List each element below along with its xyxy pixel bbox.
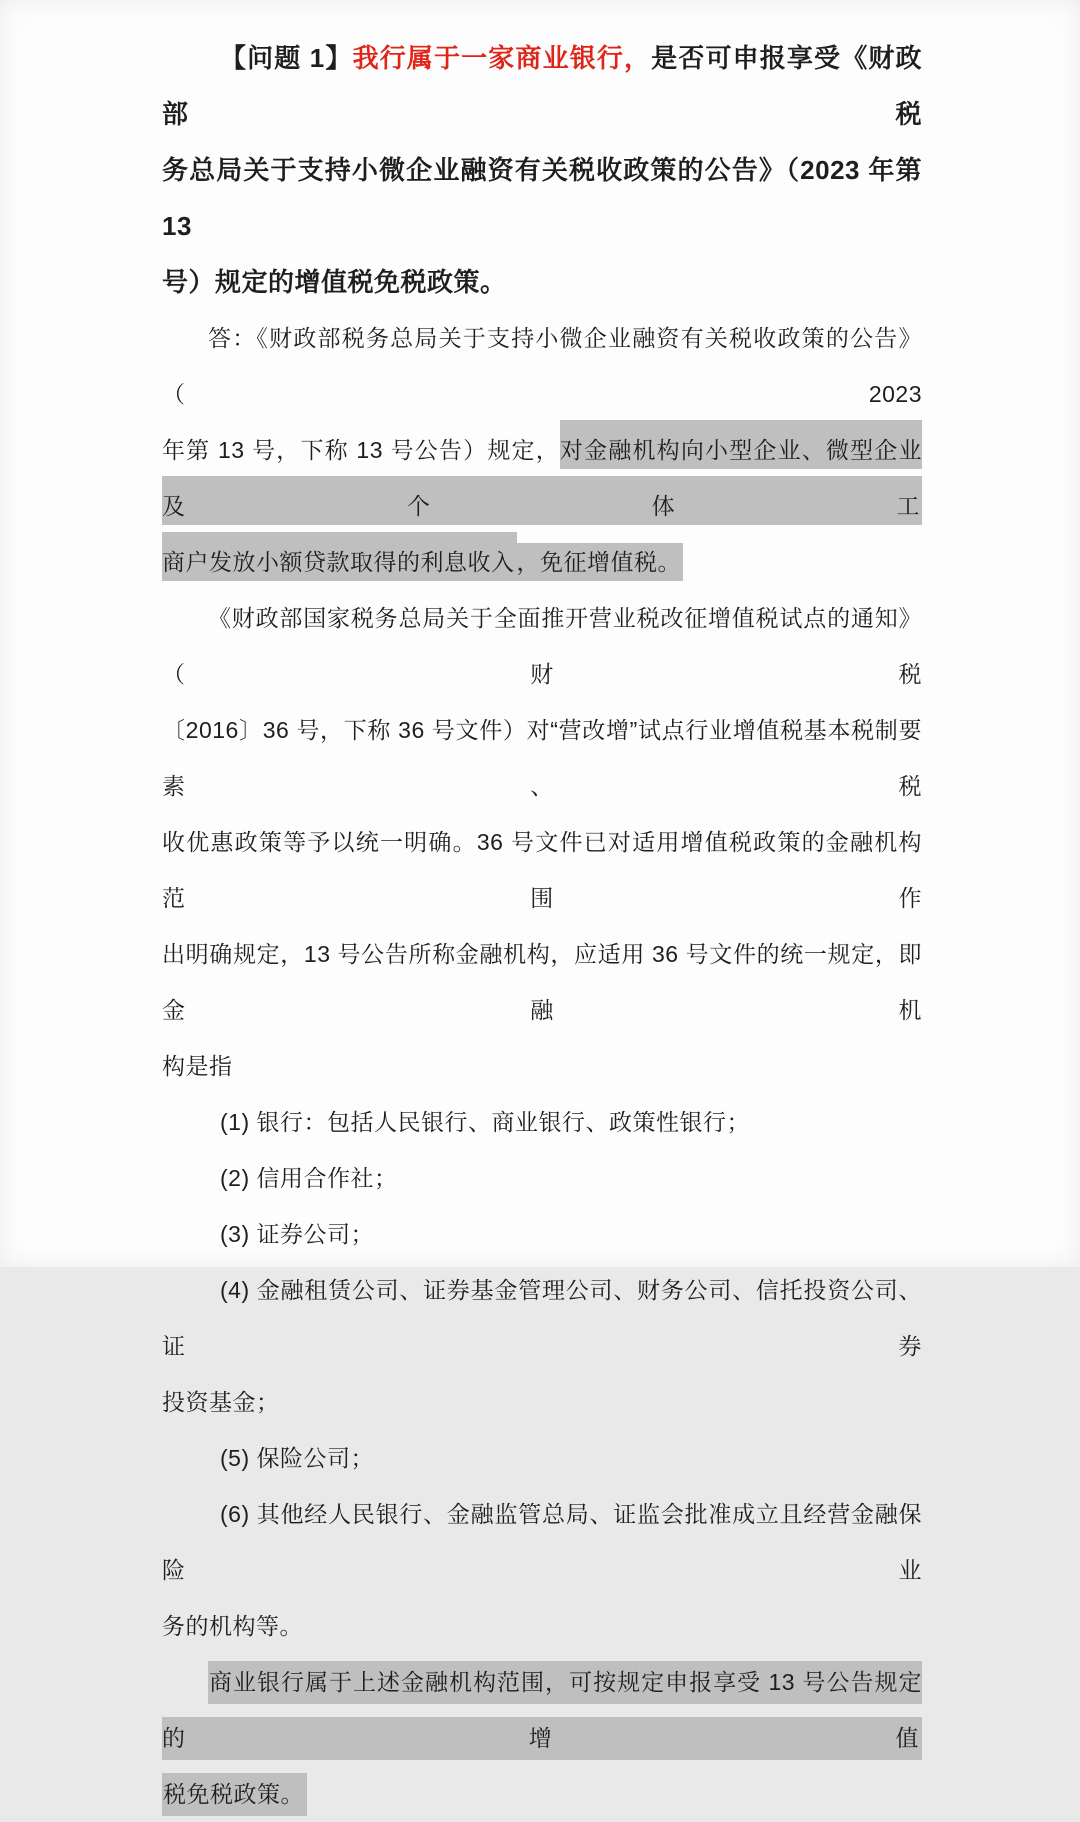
text-line	[162, 702, 922, 814]
text-line	[162, 254, 922, 310]
list-item-5	[162, 1430, 922, 1486]
text-run: 构是指	[162, 1053, 233, 1079]
text-run: (6) 其他经人民银行、金融监管总局、证监会批准成立且经营金融保险业	[162, 1501, 922, 1583]
text-line	[162, 1038, 922, 1094]
highlighted-text: ，免征增值税。	[517, 543, 684, 581]
highlighted-text: 对金融机构向小型企业、微型企业及个体工	[162, 420, 922, 525]
text-line	[162, 1598, 922, 1654]
text-line	[162, 1374, 922, 1430]
list-item-3	[162, 1206, 922, 1262]
text-line	[162, 30, 922, 142]
text-line	[162, 1150, 922, 1206]
text-run: 务总局关于支持小微企业融资有关税收政策的公告》（2023 年第 13	[162, 155, 922, 241]
question-title	[162, 30, 922, 310]
text-line	[162, 1262, 922, 1374]
text-run: (1) 银行：包括人民银行、商业银行、政策性银行；	[220, 1109, 750, 1135]
text-line	[162, 1206, 922, 1262]
circular-36-paragraph	[162, 590, 922, 1094]
text-run: 投资基金；	[162, 1389, 280, 1415]
text-run: 务的机构等。	[162, 1613, 303, 1639]
text-line	[162, 590, 922, 702]
highlighted-text: 商户发放小额贷款取得的利息收入	[162, 532, 517, 581]
list-item-1	[162, 1094, 922, 1150]
text-run: 【问题 1】	[220, 43, 353, 73]
text-line	[162, 1094, 922, 1150]
answer-paragraph	[162, 310, 922, 590]
text-line	[162, 1766, 922, 1822]
text-run: 收优惠政策等予以统一明确。36 号文件已对适用增值税政策的金融机构范围作	[162, 829, 922, 911]
highlighted-text: 税免税政策。	[162, 1773, 307, 1816]
text-line	[162, 142, 922, 254]
list-item-4	[162, 1262, 922, 1430]
text-line	[162, 814, 922, 926]
text-run: (2) 信用合作社；	[220, 1165, 398, 1191]
text-run: 出明确规定，13 号公告所称金融机构，应适用 36 号文件的统一规定，即金融机	[162, 941, 922, 1023]
text-line	[162, 422, 922, 534]
red-emphasis-text: 我行属于一家商业银行，	[352, 43, 652, 73]
text-run: (4) 金融租赁公司、证券基金管理公司、财务公司、信托投资公司、证券	[162, 1277, 922, 1359]
list-item-6	[162, 1486, 922, 1654]
text-line	[162, 310, 922, 422]
text-line	[162, 926, 922, 1038]
text-line	[162, 534, 922, 590]
list-item-2	[162, 1150, 922, 1206]
text-line	[162, 1486, 922, 1598]
text-run: (3) 证券公司；	[220, 1221, 374, 1247]
text-run: 年第 13 号，下称 13 号公告）规定，	[162, 437, 560, 463]
highlighted-text: 商业银行属于上述金融机构范围，可按规定申报享受 13 号公告规定的增值	[162, 1661, 922, 1760]
text-run: 是否可申报享受《财政部税	[162, 43, 922, 129]
text-line	[162, 1654, 922, 1766]
conclusion-paragraph	[162, 1654, 922, 1822]
text-run: 答：《财政部税务总局关于支持小微企业融资有关税收政策的公告》（2023	[162, 325, 922, 407]
text-run: 〔2016〕36 号，下称 36 号文件）对“营改增”试点行业增值税基本税制要素、税	[162, 717, 922, 799]
text-run: 《财政部国家税务总局关于全面推开营业税改征增值税试点的通知》（财税	[162, 605, 922, 687]
text-run: (5) 保险公司；	[220, 1445, 374, 1471]
text-run: 号）规定的增值税免税政策。	[162, 267, 507, 297]
text-line	[162, 1430, 922, 1486]
